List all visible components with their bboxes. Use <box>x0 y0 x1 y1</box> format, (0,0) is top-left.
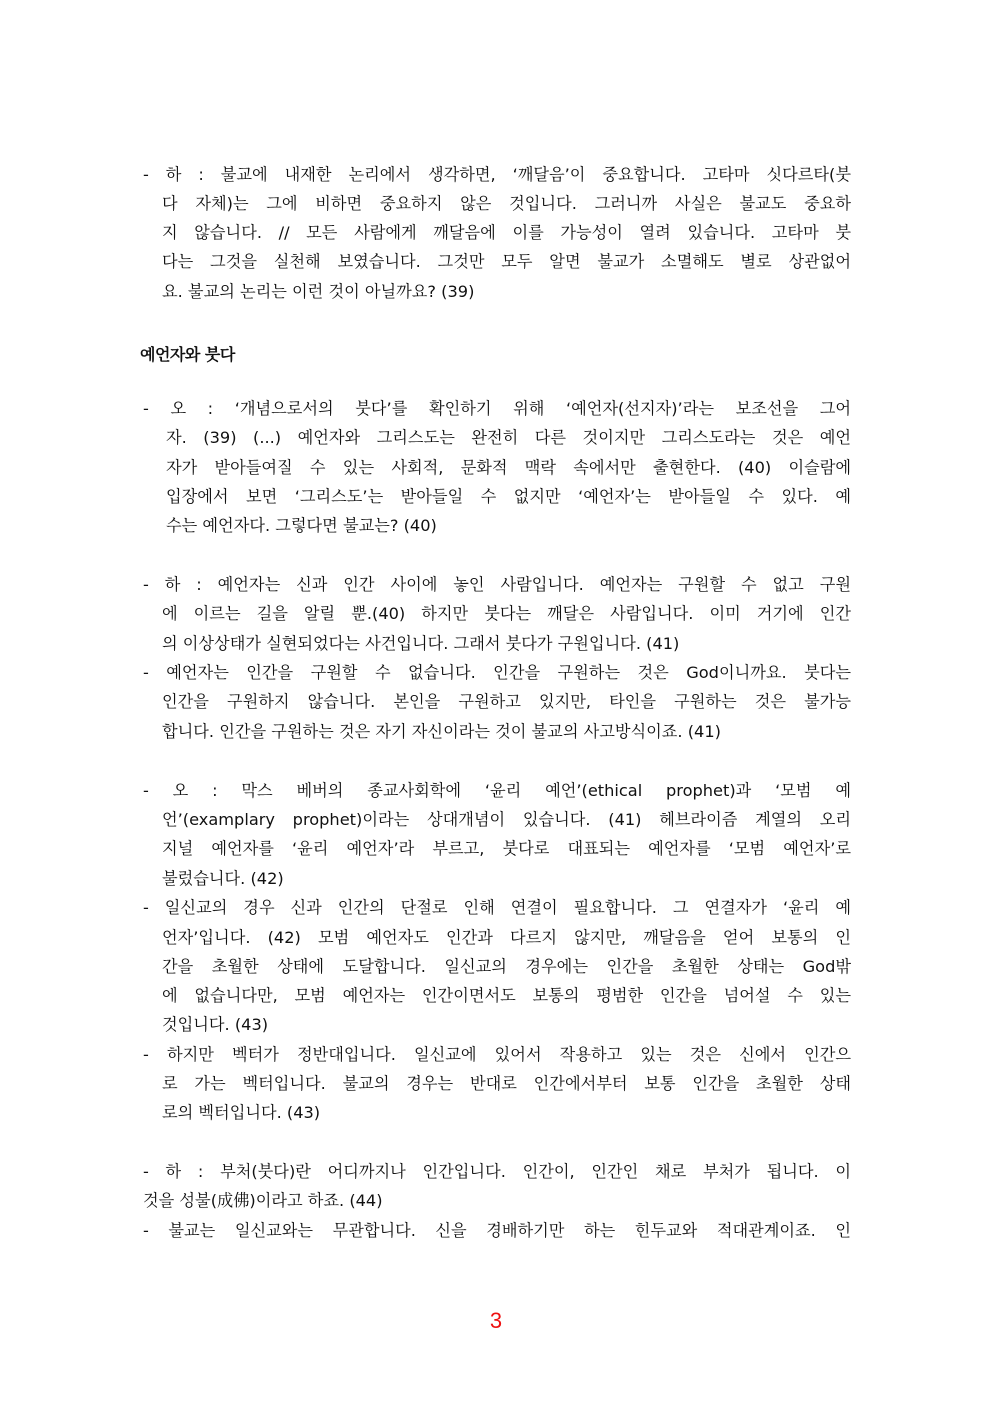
text-line: 입장에서 보면 ‘그리스도’는 받아들일 수 없지만 ‘예언자’는 받아들일 수 있다. 예 <box>166 487 851 506</box>
text-line: 수는 예언자다. 그렇다면 불교는? (40) <box>166 516 437 535</box>
text-line: - 불교는 일신교와는 무관합니다. 신을 경배하기만 하는 힌두교와 적대관계이죠. 인 <box>143 1221 851 1240</box>
text-line: 자. (39) (...) 예언자와 그리스도는 완전히 다른 것이지만 그리스도라는 것은 예언 <box>166 428 851 447</box>
text-line: - 오 : ‘개념으로서의 붓다’를 확인하기 위해 ‘예언자(선지자)’라는 보조선을 그어 <box>143 399 851 418</box>
text-line: 에 이르는 길을 알릴 뿐.(40) 하지만 붓다는 깨달은 사람입니다. 이미 거기에 인간 <box>162 604 851 623</box>
text-line: - 예언자는 인간을 구원할 수 없습니다. 인간을 구원하는 것은 God이니까요. 붓다는 <box>143 663 851 682</box>
text-line: 인간을 구원하지 않습니다. 본인을 구원하고 있지만, 타인을 구원하는 것은 불가능 <box>162 692 851 711</box>
page-number: 3 <box>489 1308 503 1333</box>
text-line: 요. 불교의 논리는 이런 것이 아닐까요? (39) <box>162 282 475 301</box>
text-line: 다는 그것을 실천해 보였습니다. 그것만 모두 알면 불교가 소멸해도 별로 상관없어 <box>162 252 851 271</box>
text-line: - 하지만 벡터가 정반대입니다. 일신교에 있어서 작용하고 있는 것은 신에서 인간으 <box>143 1045 851 1064</box>
text-line: 것을 성불(成佛)이라고 하죠. (44) <box>143 1191 383 1210</box>
text-line: 의 이상상태가 실현되었다는 사건입니다. 그래서 붓다가 구원입니다. (41) <box>162 634 680 653</box>
text-line: 언’(examplary prophet)이라는 상대개념이 있습니다. (41) 헤브라이즘 계열의 오리 <box>162 810 851 829</box>
text-line: - 하 : 부처(붓다)란 어디까지나 인간입니다. 인간이, 인간인 채로 부처가 됩니다. 이 <box>143 1162 851 1181</box>
text-line: 다 자체)는 그에 비하면 중요하지 않은 것입니다. 그러니까 사실은 불교도 중요하 <box>162 194 851 213</box>
text-line: - 오 : 막스 베버의 종교사회학에 ‘윤리 예언’(ethical prophet)과 ‘모범 예 <box>143 781 851 800</box>
text-line: 간을 초월한 상태에 도달합니다. 일신교의 경우에는 인간을 초월한 상태는 God밖 <box>162 957 851 976</box>
text-line: - 하 : 불교에 내재한 논리에서 생각하면, ‘깨달음’이 중요합니다. 고타마 싯다르타(붓 <box>143 165 851 184</box>
text-line: - 하 : 예언자는 신과 인간 사이에 놓인 사람입니다. 예언자는 구원할 수 없고 구원 <box>143 575 851 594</box>
text-line: 로 가는 벡터입니다. 불교의 경우는 반대로 인간에서부터 보통 인간을 초월한 상태 <box>162 1074 851 1093</box>
text-line: 로의 벡터입니다. (43) <box>162 1103 321 1122</box>
text-line: 지널 예언자를 ‘윤리 예언자’라 부르고, 붓다로 대표되는 예언자를 ‘모범 예언자’로 <box>162 839 851 858</box>
text-line: 지 않습니다. // 모든 사람에게 깨달음에 이를 가능성이 열려 있습니다. 고타마 붓 <box>162 223 851 242</box>
text-line: - 일신교의 경우 신과 인간의 단절로 인해 연결이 필요합니다. 그 연결자가 ‘윤리 예 <box>143 898 851 917</box>
text-line: 불렀습니다. (42) <box>162 869 284 888</box>
text-line: 자가 받아들여질 수 있는 사회적, 문화적 맥락 속에서만 출현한다. (40) 이슬람에 <box>166 458 851 477</box>
text-line: 것입니다. (43) <box>162 1015 269 1034</box>
text-line: 합니다. 인간을 구원하는 것은 자기 자신이라는 것이 불교의 사고방식이죠. (41) <box>162 722 721 741</box>
section-heading: 예언자와 붓다 <box>140 345 235 364</box>
text-line: 언자’입니다. (42) 모범 예언자도 인간과 다르지 않지만, 깨달음을 얻어 보통의 인 <box>162 928 851 947</box>
text-line: 에 없습니다만, 모범 예언자는 인간이면서도 보통의 평범한 인간을 넘어설 수 있는 <box>162 986 851 1005</box>
